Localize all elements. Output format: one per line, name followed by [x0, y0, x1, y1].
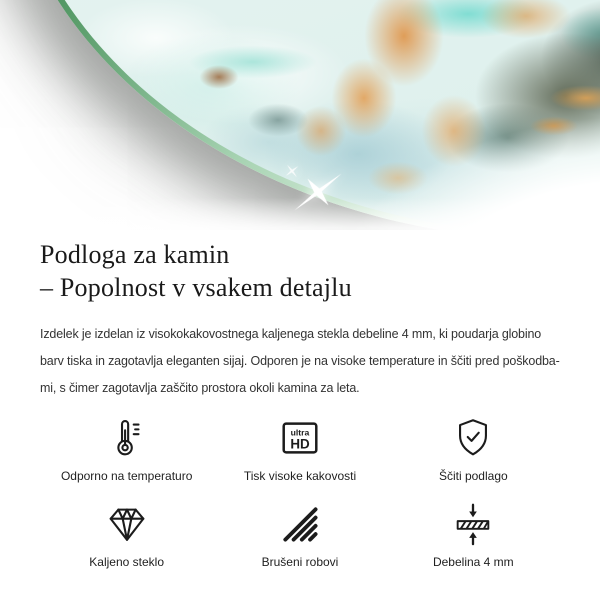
feature-thickness: [387, 500, 560, 569]
feature-label: Brušeni robovi: [261, 555, 339, 569]
description-line-3: mi, s čimer zagotavlja zaščito prostora okoli kamina za leta.: [40, 381, 360, 395]
feature-label: Ščiti podlago: [438, 469, 508, 483]
features-grid: [40, 414, 560, 569]
description-line-2: barv tiska in zagotavlja eleganten sijaj. Odporen je na visoke temperature in ščiti pred poškodba-: [40, 354, 560, 368]
feature-label: Tisk visoke kakovosti: [243, 469, 357, 483]
page-title-line-2: – Popolnost v vsakem detajlu: [40, 273, 352, 302]
page-title: [40, 238, 560, 304]
diamond-icon: [104, 500, 150, 548]
shield-check-icon: [450, 414, 496, 462]
product-image: [0, 0, 600, 230]
thermometer-icon: [104, 414, 150, 462]
description-line-1: Izdelek je izdelan iz visokokakovostnega kaljenega stekla debeline 4 mm, ki poudarja globino: [40, 327, 542, 341]
feature-print-quality: [213, 414, 386, 483]
hatched-edge-icon: [278, 500, 322, 548]
feature-label: Debelina 4 mm: [432, 555, 514, 569]
page-title-line-1: Podloga za kamin: [40, 240, 230, 269]
svg-text:HD: HD: [290, 436, 310, 452]
product-description: [40, 321, 560, 402]
feature-label: Kaljeno steklo: [89, 555, 165, 569]
feature-temperature-resistant: [40, 414, 213, 483]
thickness-arrows-icon: [450, 500, 496, 548]
feature-label: Odporno na temperaturo: [60, 469, 193, 483]
product-info-section: [0, 230, 600, 402]
ultra-hd-icon: [277, 414, 323, 462]
svg-text:ultra: ultra: [290, 427, 310, 438]
feature-protects-surface: [387, 414, 560, 483]
feature-polished-edges: [213, 500, 386, 569]
feature-tempered-glass: [40, 500, 213, 569]
